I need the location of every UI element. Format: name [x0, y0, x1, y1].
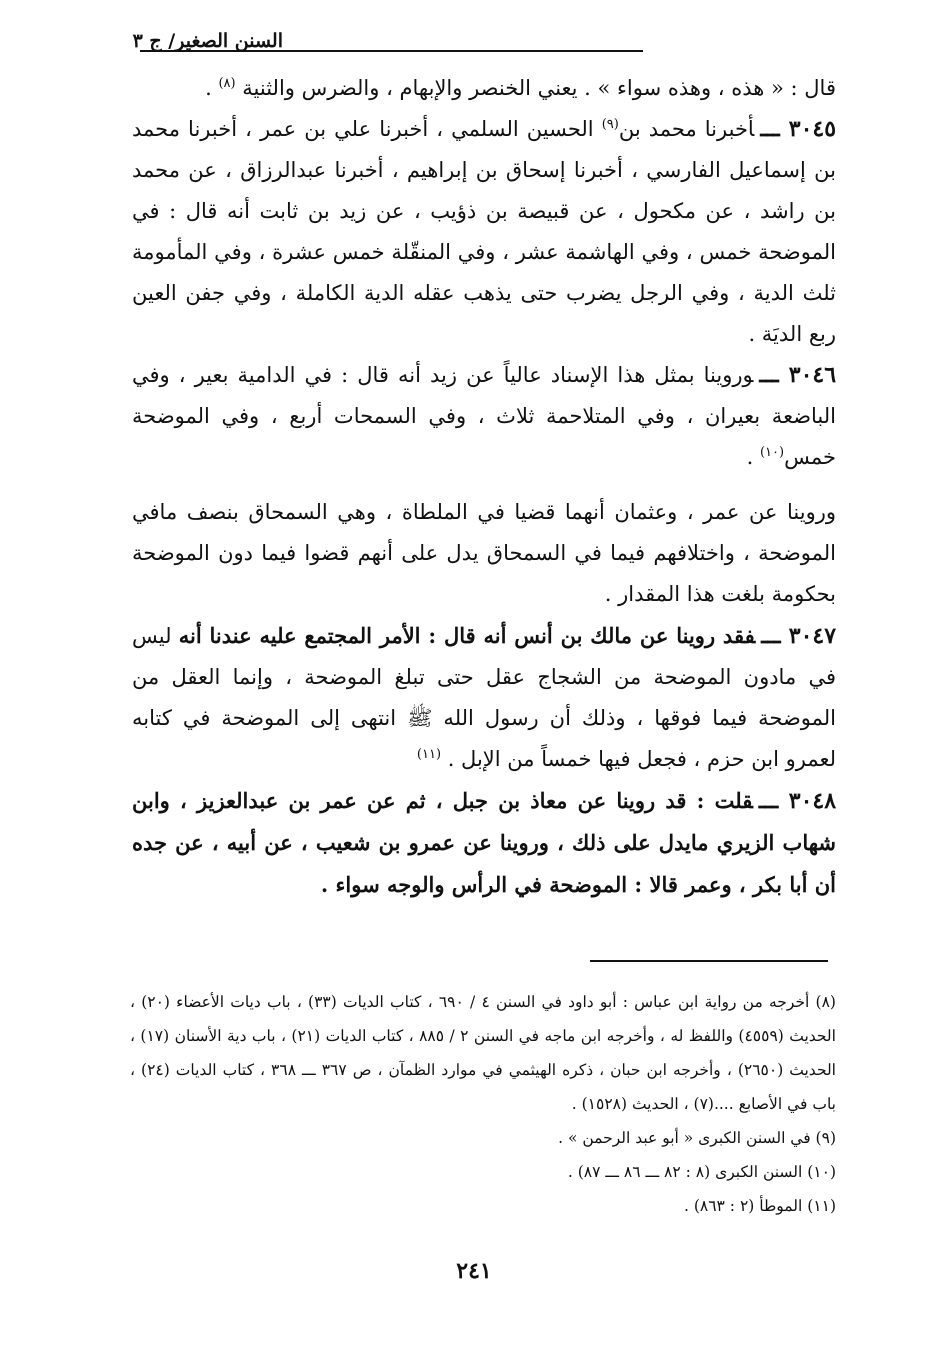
paragraph-text: ليس في مادون الموضحة من الشجاج عقل حتى تبلغ الموضحة ، وإنما العقل من الموضحة فيما فوقها ، وذلك أن رسول الله ﷺ انتهى إلى الموضحة في كتابه لعمرو ابن حزم ، فجعل فيها خمساً من الإبل .	[132, 624, 836, 771]
footnote-9: (٩) في السنن الكبرى « أبو عبد الرحمن » .	[558, 1129, 836, 1147]
hadith-3045	[132, 109, 836, 355]
footnote-8: (٨) أخرجه من رواية ابن عباس : أبو داود في السنن ٤ / ٦٩٠ ، كتاب الديات (٣٣) ، باب ديات الأعضاء (٢٠) ، الحديث (٤٥٥٩) واللفظ له ، وأخرجه ابن ماجه في السنن ٢ / ٨٨٥ ، كتاب الديات (٢١) ، باب دية الأسنان (١٧) ، الحديث (٢٦٥٠) ، وأخرجه ابن حبان ، ذكره الهيثمي في موارد الظمآن ، ص ٣٦٧ ـــ ٣٦٨ ، كتاب الديات (٢٤) ، باب في الأصابع ....(٧) ، الحديث (١٥٢٨) .	[130, 993, 836, 1113]
paragraph-continuation	[132, 68, 836, 109]
footnote-ref: (٨)	[218, 76, 236, 91]
running-header-title: السنن الصغير/ ج ٣	[132, 30, 283, 52]
paragraph-bold-text: فقد روينا عن مالك بن أنس أنه قال : الأمر المجتمع عليه عندنا أنه	[178, 623, 756, 648]
paragraph-text: وروينا بمثل هذا الإسناد عالياً عن زيد أنه قال : في الدامية بعير ، وفي الباضعة بعيران ، وفي المتلاحمة ثلاث ، وفي السمحات أربع ، وفي الموضحة خمس	[132, 363, 836, 469]
hadith-3046	[132, 355, 836, 478]
paragraph-tail: .	[205, 76, 219, 100]
footnotes	[130, 985, 836, 1223]
paragraph-tail: .	[746, 445, 760, 469]
hadith-number: ٣٠٤٨ ـــ	[758, 788, 837, 814]
hadith-number: ٣٠٤٧ ـــ	[761, 623, 837, 649]
footnote-ref: (١٠)	[759, 445, 785, 460]
page-number: ٢٤١	[456, 1258, 492, 1284]
main-text	[132, 68, 836, 906]
hadith-3047	[132, 615, 836, 780]
footnote-ref: (٩)	[601, 117, 619, 132]
hadith-number: ٣٠٤٦ ـــ	[759, 362, 837, 388]
paragraph-text: قال : « هذه ، وهذه سواء » . يعني الخنصر والإبهام ، والضرس والثنية	[242, 76, 836, 100]
paragraph-bold-text: قلت : قد روينا عن معاذ بن جبل ، ثم عن عمر بن عبدالعزيز ، وابن شهاب الزيري مايدل على ذلك ، وروينا عن عمرو بن شعيب ، عن أبيه ، عن جده أن أبا بكر ، وعمر قالا : الموضحة في الرأس والوجه سواء .	[132, 788, 836, 897]
paragraph-text: وروينا عن عمر ، وعثمان أنهما قضيا في الملطاة ، وهي السمحاق بنصف مافي الموضحة ، واختلافهم فيما في السمحاق يدل على أنهم قضوا فيما دون الموضحة بحكومة بلغت هذا المقدار .	[132, 500, 836, 606]
hadith-number: ٣٠٤٥ ـــ	[760, 116, 837, 142]
paragraph-tail: الحسين السلمي ، أخبرنا علي بن عمر ، أخبرنا محمد بن إسماعيل الفارسي ، أخبرنا إسحاق بن إبراهيم ، أخبرنا عبدالرزاق ، عن محمد بن راشد ، عن مكحول ، عن قبيصة بن ذؤيب ، عن زيد بن ثابت أنه قال : في الموضحة خمس ، وفي الهاشمة عشر ، وفي المنقّلة خمس عشرة ، وفي المأمومة ثلث الدية ، وفي الرجل يضرب حتى يذهب عقله الدية الكاملة ، وفي جفن العين ربع الديَة .	[132, 117, 836, 346]
header-rule	[140, 50, 643, 52]
hadith-3048	[132, 780, 836, 906]
footnote-ref: (١١)	[416, 747, 442, 762]
footnote-11: (١١) الموطأ (٢ : ٨٦٣) .	[683, 1197, 836, 1215]
commentary-paragraph	[132, 492, 836, 615]
footnote-10: (١٠) السنن الكبرى (٨ : ٨٢ ـــ ٨٦ ـــ ٨٧) .	[567, 1163, 836, 1181]
footnote-separator	[590, 960, 828, 962]
paragraph-text: أخبرنا محمد بن	[618, 117, 755, 141]
